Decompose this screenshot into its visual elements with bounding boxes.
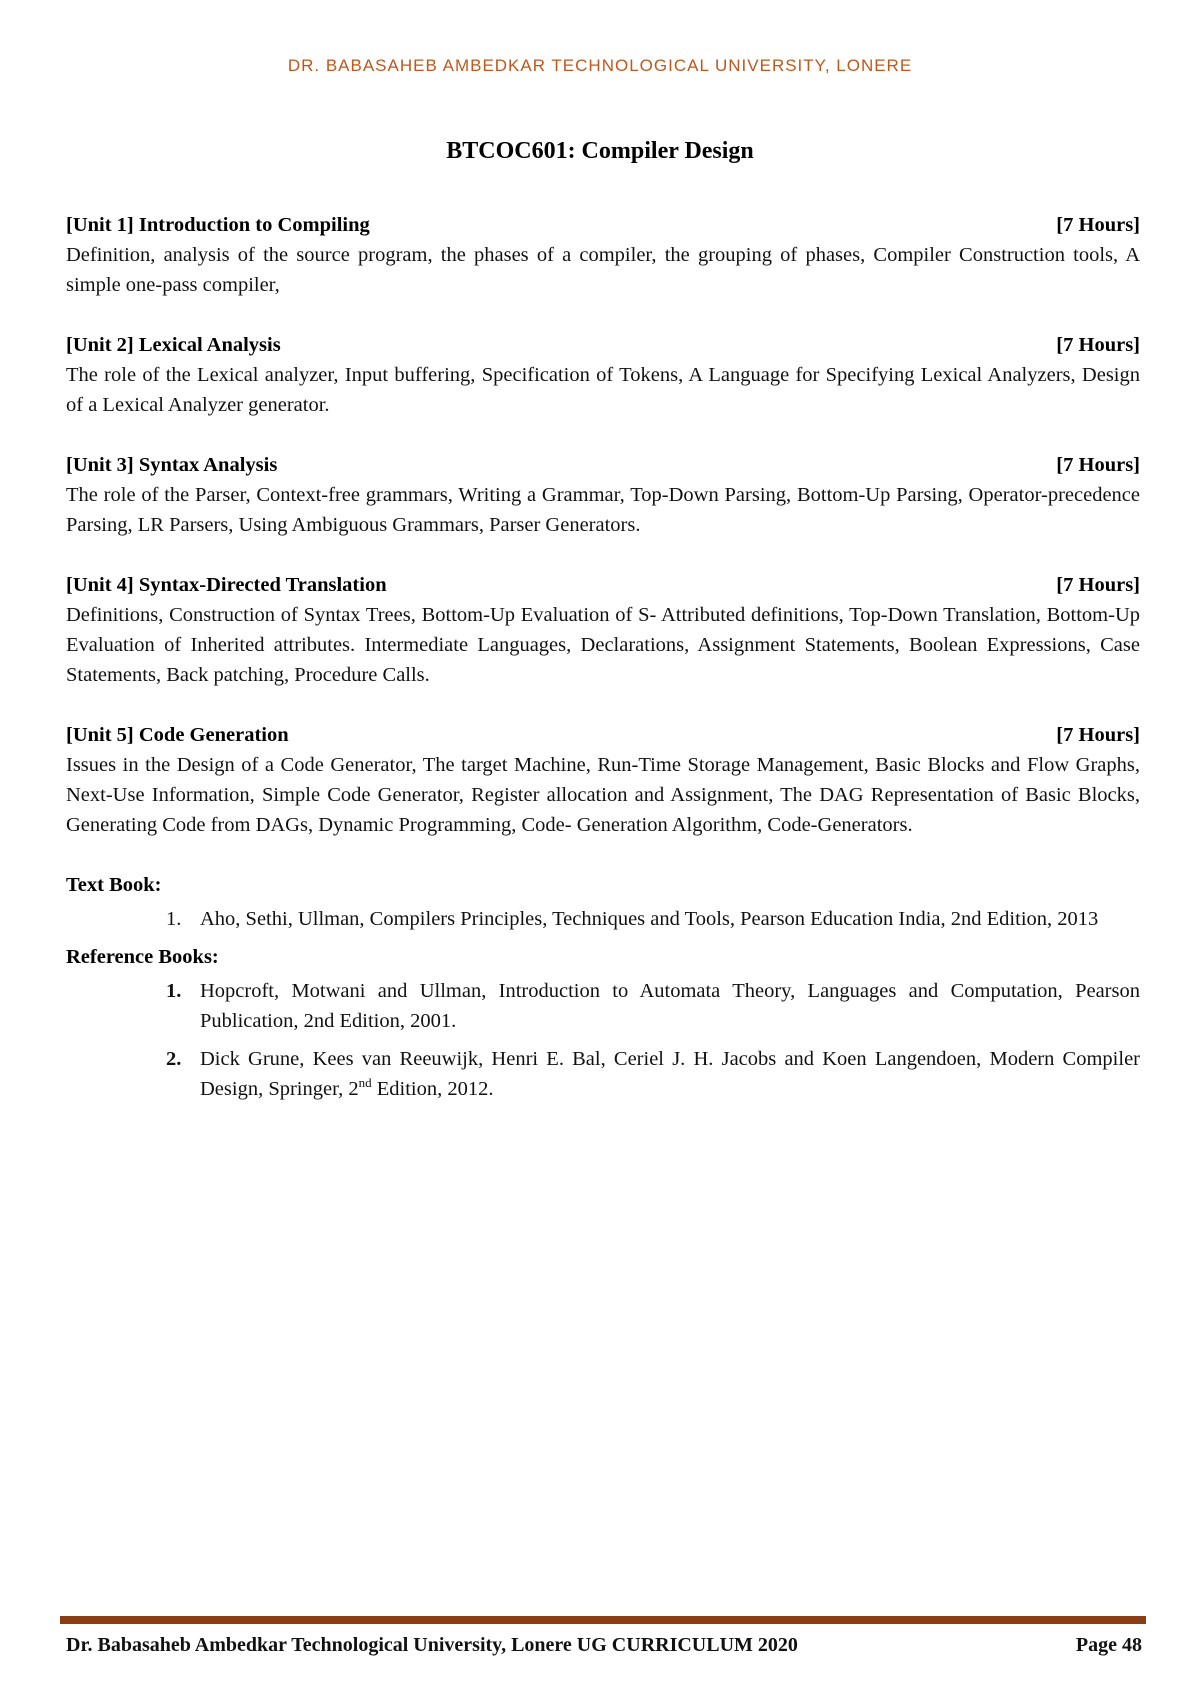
unit-description: Definitions, Construction of Syntax Trees, Bottom-Up Evaluation of S- Attributed definitions, Top-Down Translation, Bottom-Up Evaluation of Inherited attributes. Intermediate Languages, Declarations, Assignment Statements, Boolean Expressions, Case Statements, Back patching, Procedure Calls. xyxy=(66,604,1140,686)
item-text-tail: Edition, 2012. xyxy=(371,1078,494,1100)
unit-3 xyxy=(66,450,1140,540)
list-item xyxy=(66,1044,1140,1104)
unit-1 xyxy=(66,210,1140,300)
unit-heading xyxy=(66,210,1140,240)
item-text: Hopcroft, Motwani and Ullman, Introduction to Automata Theory, Languages and Computation, Pearson Publication, 2nd Edition, 2001. xyxy=(200,980,1140,1032)
unit-heading xyxy=(66,330,1140,360)
list-item xyxy=(66,904,1140,934)
unit-hours: [7 Hours] xyxy=(1056,454,1140,476)
footer-university: Dr. Babasaheb Ambedkar Technological University, Lonere UG CURRICULUM 2020 xyxy=(66,1634,798,1656)
unit-4 xyxy=(66,570,1140,690)
syllabus-content xyxy=(66,210,1140,1112)
unit-label: [Unit 2] Lexical Analysis xyxy=(66,334,281,356)
ordinal-suffix: nd xyxy=(358,1075,372,1091)
item-text xyxy=(200,1044,1140,1104)
unit-hours: [7 Hours] xyxy=(1056,724,1140,746)
footer-divider xyxy=(60,1616,1146,1624)
item-text-main: Dick Grune, Kees van Reeuwijk, Henri E. Bal, Ceriel J. H. Jacobs and Koen Langendoen, Modern Compiler Design, Springer, 2 xyxy=(200,1048,1140,1100)
unit-hours: [7 Hours] xyxy=(1056,574,1140,596)
reference-books-heading: Reference Books: xyxy=(66,946,219,968)
unit-hours: [7 Hours] xyxy=(1056,334,1140,356)
text-book-heading: Text Book: xyxy=(66,874,162,896)
course-title: BTCOC601: Compiler Design xyxy=(446,138,754,164)
unit-label: [Unit 5] Code Generation xyxy=(66,724,289,746)
unit-label: [Unit 4] Syntax-Directed Translation xyxy=(66,574,387,596)
unit-label: [Unit 3] Syntax Analysis xyxy=(66,454,278,476)
unit-heading xyxy=(66,450,1140,480)
unit-heading xyxy=(66,720,1140,750)
item-number: 2. xyxy=(166,1048,182,1070)
unit-5 xyxy=(66,720,1140,840)
unit-description: The role of the Lexical analyzer, Input buffering, Specification of Tokens, A Language for Specifying Lexical Analyzers, Design of a Lexical Analyzer generator. xyxy=(66,364,1140,416)
unit-description: The role of the Parser, Context-free grammars, Writing a Grammar, Top-Down Parsing, Bottom-Up Parsing, Operator-precedence Parsing, LR Parsers, Using Ambiguous Grammars, Parser Generators. xyxy=(66,484,1140,536)
text-book-list xyxy=(66,904,1140,934)
item-text: Aho, Sethi, Ullman, Compilers Principles, Techniques and Tools, Pearson Education India, 2nd Edition, 2013 xyxy=(200,908,1099,930)
unit-description: Issues in the Design of a Code Generator, The target Machine, Run-Time Storage Management, Basic Blocks and Flow Graphs, Next-Use Information, Simple Code Generator, Register allocation and Assignment, The DAG Representation of Basic Blocks, Generating Code from DAGs, Dynamic Programming, Code- Generation Algorithm, Code-Generators. xyxy=(66,754,1140,836)
item-number: 1. xyxy=(166,980,182,1002)
item-number: 1. xyxy=(166,908,182,930)
university-header: DR. BABASAHEB AMBEDKAR TECHNOLOGICAL UNIVERSITY, LONERE xyxy=(287,56,913,75)
reference-book-list xyxy=(66,976,1140,1104)
unit-hours: [7 Hours] xyxy=(1056,214,1140,236)
unit-2 xyxy=(66,330,1140,420)
unit-label: [Unit 1] Introduction to Compiling xyxy=(66,214,370,236)
unit-description: Definition, analysis of the source program, the phases of a compiler, the grouping of phases, Compiler Construction tools, A simple one-pass compiler, xyxy=(66,244,1140,296)
page-number: Page 48 xyxy=(1075,1634,1142,1656)
unit-heading xyxy=(66,570,1140,600)
list-item xyxy=(66,976,1140,1036)
